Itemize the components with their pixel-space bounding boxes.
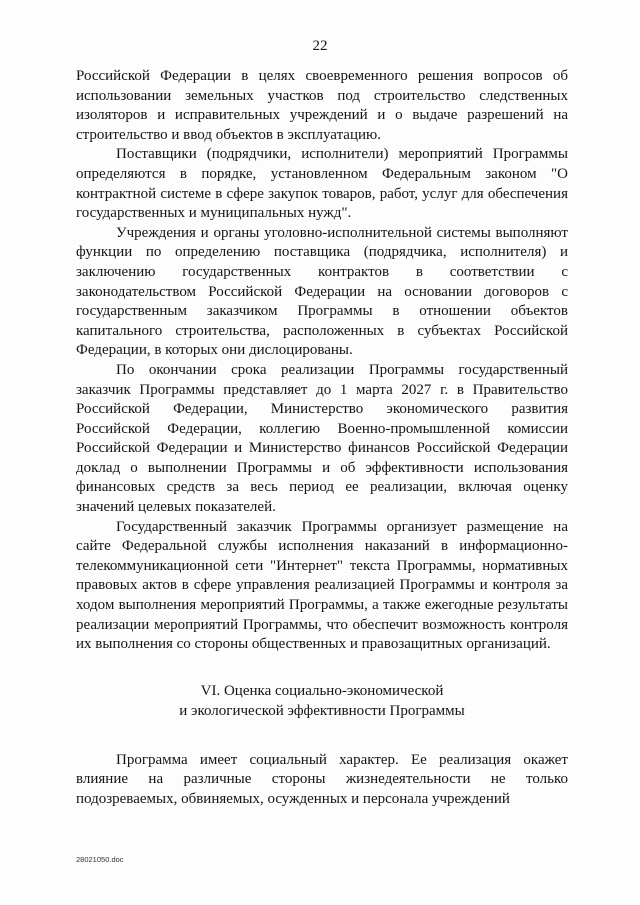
page-number: 22 xyxy=(312,38,328,54)
section-heading xyxy=(76,681,568,721)
paragraph-report: По окончании срока реализации Программы государственный заказчик Программы представляет до 1 марта 2027 г. в Правительство Российской Федерации, Министерство экономического развития Российской Федерации, коллегию Военно-промышленной комиссии Российской Федерации и Министерство финансов Российской Федерации доклад о выполнении Программы и об эффективности использования финансовых средств за весь период ее реализации, включая оценку значений целевых показателей. xyxy=(76,361,568,516)
document-body xyxy=(76,67,568,810)
paragraph-institutions: Учреждения и органы уголовно-исполнительной системы выполняют функции по определению поставщика (подрядчика, исполнителя) и заключению государственных контрактов в соответствии с законодательством Российской Федерации на основании договоров с государственным заказчиком Программы в отношении объектов капитального строительства, расположенных в субъектах Российской Федерации, в которых они дислоцированы. xyxy=(76,224,568,359)
paragraph-land-use: Российской Федерации в целях своевременного решения вопросов об использовании земельных участков под строительство следственных изоляторов и исправительных учреждений и о выдаче разрешений на строительство и ввод объектов в эксплуатацию. xyxy=(76,68,568,143)
paragraph-publication: Государственный заказчик Программы организует размещение на сайте Федеральной службы исполнения наказаний в информационно-телекоммуникационной сети "Интернет" текста Программы, нормативных правовых актов в сфере управления реализацией Программы и контроля за ходом выполнения мероприятий Программы, а также ежегодные результаты реализации мероприятий Программы, что обеспечит возможность контроля их выполнения со стороны общественных и правозащитных организаций. xyxy=(76,518,568,653)
paragraph-suppliers: Поставщики (подрядчики, исполнители) мероприятий Программы определяются в порядке, установленном Федеральным законом "О контрактной системе в сфере закупок товаров, работ, услуг для обеспечения государственных и муниципальных нужд". xyxy=(76,146,568,222)
paragraph-social-character: Программа имеет социальный характер. Ее реализация окажет влияние на различные стороны жизнедеятельности не только подозреваемых, обвиняемых, осужденных и персонала учреждений xyxy=(76,751,568,807)
section-heading-line-2: и экологической эффективности Программы xyxy=(179,702,465,719)
document-file-code: 28021050.doc xyxy=(76,855,124,864)
section-heading-line-1: VI. Оценка социально-экономической xyxy=(200,682,444,699)
